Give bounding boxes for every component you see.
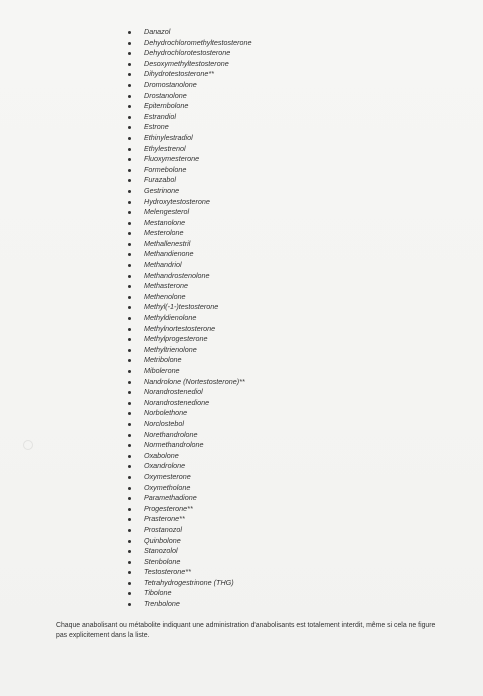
list-item: Trenbolone bbox=[118, 599, 251, 610]
list-item: Norethandrolone bbox=[118, 430, 251, 441]
list-item: Oxandrolone bbox=[118, 461, 251, 472]
scan-mark bbox=[23, 440, 33, 450]
list-item: Methylnortestosterone bbox=[118, 324, 251, 335]
list-item: Ethinylestradiol bbox=[118, 133, 251, 144]
list-item: Hydroxytestosterone bbox=[118, 197, 251, 208]
list-item: Methyltrienolone bbox=[118, 345, 251, 356]
list-item: Progesterone** bbox=[118, 504, 251, 515]
list-item: Tetrahydrogestrinone (THG) bbox=[118, 578, 251, 589]
list-item: Tibolone bbox=[118, 588, 251, 599]
list-item: Prostanozol bbox=[118, 525, 251, 536]
list-item: Ethylestrenol bbox=[118, 144, 251, 155]
list-item: Methallenestril bbox=[118, 239, 251, 250]
list-item: Methandienone bbox=[118, 249, 251, 260]
list-item: Dromostanolone bbox=[118, 80, 251, 91]
list-item: Dehydrochloromethyltestosterone bbox=[118, 38, 251, 49]
list-item: Estrone bbox=[118, 122, 251, 133]
list-item: Oxabolone bbox=[118, 451, 251, 462]
list-item: Desoxymethyltestosterone bbox=[118, 59, 251, 70]
list-item: Oxymetholone bbox=[118, 483, 251, 494]
list-item: Fluoxymesterone bbox=[118, 154, 251, 165]
list-item: Epiternbolone bbox=[118, 101, 251, 112]
list-item: Dehydrochlorotestosterone bbox=[118, 48, 251, 59]
footnote-text: Chaque anabolisant ou métabolite indiquant une administration d'anabolisants est totalement interdit, même si cela ne figure pas explicitement dans la liste. bbox=[56, 622, 436, 639]
list-item: Methenolone bbox=[118, 292, 251, 303]
list-item: Dihydrotestosterone** bbox=[118, 69, 251, 80]
list-item: Mesterolone bbox=[118, 228, 251, 239]
list-item: Oxymesterone bbox=[118, 472, 251, 483]
list-item: Methyldienolone bbox=[118, 313, 251, 324]
list-item: Norandrostenedione bbox=[118, 398, 251, 409]
list-item: Norandrostenediol bbox=[118, 387, 251, 398]
list-item: Nandrolone (Nortestosterone)** bbox=[118, 377, 251, 388]
list-item: Methandriol bbox=[118, 260, 251, 271]
list-item: Drostanolone bbox=[118, 91, 251, 102]
list-item: Furazabol bbox=[118, 175, 251, 186]
list-item: Paramethadione bbox=[118, 493, 251, 504]
list-item: Melengesterol bbox=[118, 207, 251, 218]
list-item: Normethandrolone bbox=[118, 440, 251, 451]
list-item: Methandrostenolone bbox=[118, 271, 251, 282]
list-item: Mestanolone bbox=[118, 218, 251, 229]
list-item: Norbolethone bbox=[118, 408, 251, 419]
list-item: Mibolerone bbox=[118, 366, 251, 377]
list-item: Metribolone bbox=[118, 355, 251, 366]
list-item: Gestrinone bbox=[118, 186, 251, 197]
list-item: Stenbolone bbox=[118, 557, 251, 568]
list-item: Formebolone bbox=[118, 165, 251, 176]
list-item: Stanozolol bbox=[118, 546, 251, 557]
list-item: Estrandiol bbox=[118, 112, 251, 123]
list-item: Testosterone** bbox=[118, 567, 251, 578]
list-item: Methasterone bbox=[118, 281, 251, 292]
substance-list bbox=[118, 27, 251, 610]
list-item: Danazol bbox=[118, 27, 251, 38]
list-item: Norclostebol bbox=[118, 419, 251, 430]
list-item: Prasterone** bbox=[118, 514, 251, 525]
list-item: Quinbolone bbox=[118, 536, 251, 547]
list-item: Methylprogesterone bbox=[118, 334, 251, 345]
list-item: Methyl(-1-)testosterone bbox=[118, 302, 251, 313]
